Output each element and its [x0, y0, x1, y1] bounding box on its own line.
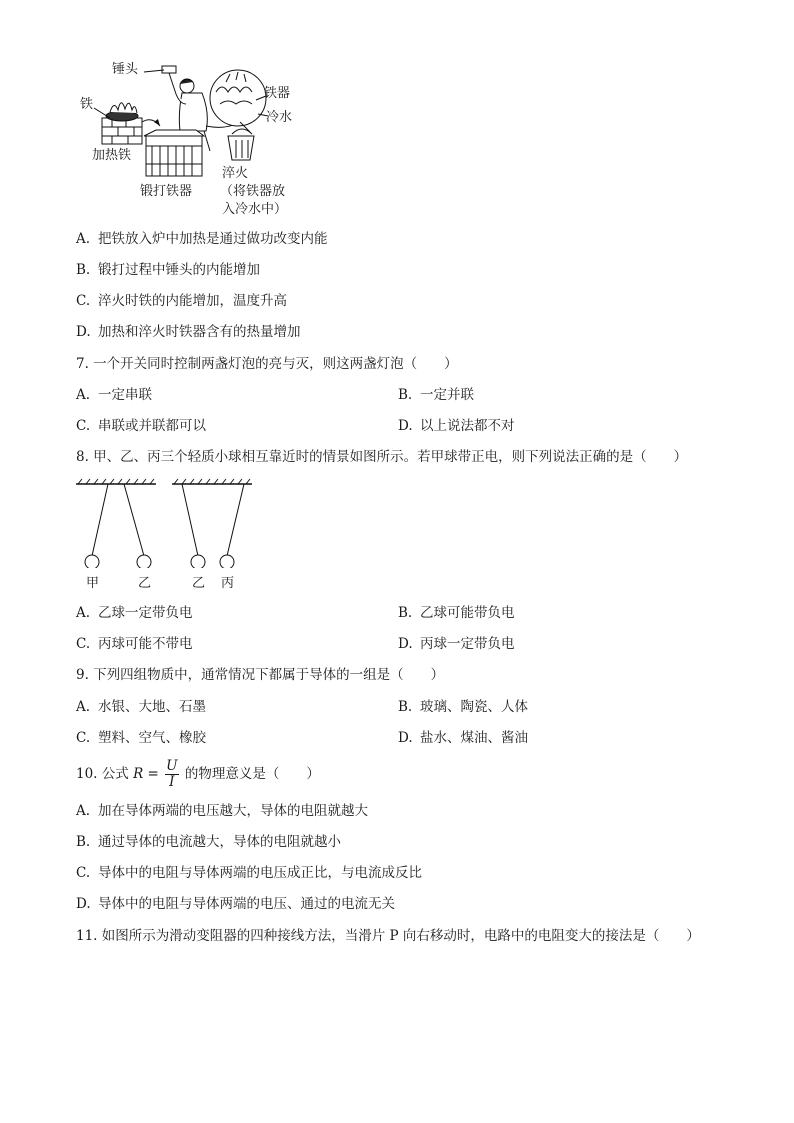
q7-option-d [398, 417, 515, 435]
q10-option-b [76, 833, 341, 851]
option-label: A. [76, 231, 91, 247]
label-iron-ware: 铁器 [264, 86, 291, 101]
formula-lhs: R = [133, 766, 159, 782]
option-text: 导体中的电阻与导体两端的电压、通过的电流无关 [98, 896, 395, 912]
label-quench-note-1: （将铁器放 [220, 184, 286, 199]
q10-stem-suffix: 的物理意义是（ ） [184, 766, 320, 782]
label-hammer: 锤头 [112, 62, 139, 77]
ball-label-bing: 丙 [221, 576, 235, 591]
q8-option-a [76, 604, 193, 622]
string-jia [92, 484, 108, 556]
q8-stem: 8. 甲、乙、丙三个轻质小球相互靠近时的情景如图所示。若甲球带正电，则下列说法正确的是（ ） [76, 449, 688, 465]
formula-numerator: U [166, 758, 178, 774]
option-text: 一定并联 [420, 387, 474, 403]
option-label: C. [76, 730, 91, 746]
option-text: 把铁放入炉中加热是通过做功改变内能 [98, 231, 328, 247]
option-label: A. [76, 699, 91, 715]
formula-fraction [165, 759, 178, 790]
ball-jia [85, 555, 99, 568]
formula-denominator: I [169, 774, 175, 790]
option-text: 一定串联 [98, 387, 152, 403]
option-text: 水银、大地、石墨 [98, 699, 206, 715]
option-text: 乙球一定带负电 [98, 605, 193, 621]
option-text: 加热和淬火时铁器含有的热量增加 [98, 324, 301, 340]
option-label: B. [398, 605, 413, 621]
option-text: 通过导体的电流越大，导体的电阻就越小 [98, 834, 341, 850]
q10-option-a [76, 802, 368, 820]
q10-option-d [76, 895, 395, 913]
option-label: D. [398, 418, 413, 434]
q9-option-b [398, 698, 528, 716]
option-label: A. [76, 803, 91, 819]
forging-illustration [76, 56, 336, 221]
option-text: 导体中的电阻与导体两端的电压成正比，与电流成反比 [98, 865, 422, 881]
label-quench: 淬火 [222, 166, 249, 181]
option-label: B. [398, 699, 413, 715]
option-text: 以上说法都不对 [420, 418, 515, 434]
option-label: B. [76, 262, 91, 278]
q7-option-a [76, 386, 152, 404]
quench-drawing [210, 70, 268, 160]
option-label: C. [76, 636, 91, 652]
q8-option-b [398, 604, 515, 622]
q10-stem-prefix: 10. 公式 [76, 766, 129, 782]
q10-stem [76, 756, 320, 792]
option-label: C. [76, 293, 91, 309]
option-text: 塑料、空气、橡胶 [98, 730, 206, 746]
q10-option-c [76, 864, 422, 882]
option-label: D. [76, 324, 91, 340]
label-heat-iron: 加热铁 [92, 148, 132, 163]
q9-option-d [398, 729, 528, 747]
q9-option-c [76, 729, 206, 747]
q7-option-b [398, 386, 474, 404]
option-text: 丙球一定带负电 [420, 636, 515, 652]
ball-yi-right [191, 555, 205, 568]
option-label: C. [76, 865, 91, 881]
q8-option-c [76, 635, 193, 653]
q9-option-a [76, 698, 206, 716]
option-text: 锻打过程中锤头的内能增加 [98, 262, 260, 278]
option-label: D. [398, 636, 413, 652]
option-label: D. [398, 730, 413, 746]
q6-option-c [76, 292, 287, 310]
option-text: 丙球可能不带电 [98, 636, 193, 652]
option-label: C. [76, 418, 91, 434]
q8-option-d [398, 635, 515, 653]
option-text: 玻璃、陶瓷、人体 [420, 699, 528, 715]
q7-stem: 7. 一个开关同时控制两盏灯泡的亮与灭，则这两盏灯泡（ ） [76, 356, 458, 372]
string-yi-left [124, 484, 144, 556]
option-text: 淬火时铁的内能增加，温度升高 [98, 293, 287, 309]
label-quench-note-2: 入冷水中） [222, 202, 288, 217]
label-iron: 铁 [80, 97, 94, 112]
support-left [76, 479, 156, 484]
ball-yi-left [137, 555, 151, 568]
q7-option-c [76, 417, 206, 435]
option-text: 乙球可能带负电 [420, 605, 515, 621]
string-bing [227, 484, 244, 556]
q6-option-a [76, 230, 328, 248]
ball-label-yi-left: 乙 [138, 576, 152, 591]
ball-label-yi-right: 乙 [192, 576, 206, 591]
support-right [172, 479, 252, 484]
label-cold-water: 冷水 [266, 110, 293, 125]
forging-figure [76, 56, 336, 221]
string-yi-right [182, 484, 198, 556]
label-forge: 锻打铁器 [140, 184, 193, 199]
ball-bing [220, 555, 234, 568]
option-label: A. [76, 605, 91, 621]
option-label: A. [76, 387, 91, 403]
option-text: 加在导体两端的电压越大，导体的电阻就越大 [98, 803, 368, 819]
q6-option-d [76, 323, 301, 341]
ball-label-jia: 甲 [86, 576, 100, 591]
pendulum-balls-figure [74, 478, 254, 596]
q6-option-b [76, 261, 260, 279]
option-text: 盐水、煤油、酱油 [420, 730, 528, 746]
q9-stem: 9. 下列四组物质中，通常情况下都属于导体的一组是（ ） [76, 667, 445, 683]
q11-stem: 11. 如图所示为滑动变阻器的四种接线方法，当滑片 P 向右移动时，电路中的电阻变大的接法是（ ） [76, 928, 700, 944]
pendulum-diagram [74, 478, 254, 568]
furnace-drawing [102, 103, 142, 144]
option-label: B. [76, 834, 91, 850]
option-label: B. [398, 387, 413, 403]
option-text: 串联或并联都可以 [98, 418, 206, 434]
option-label: D. [76, 896, 91, 912]
